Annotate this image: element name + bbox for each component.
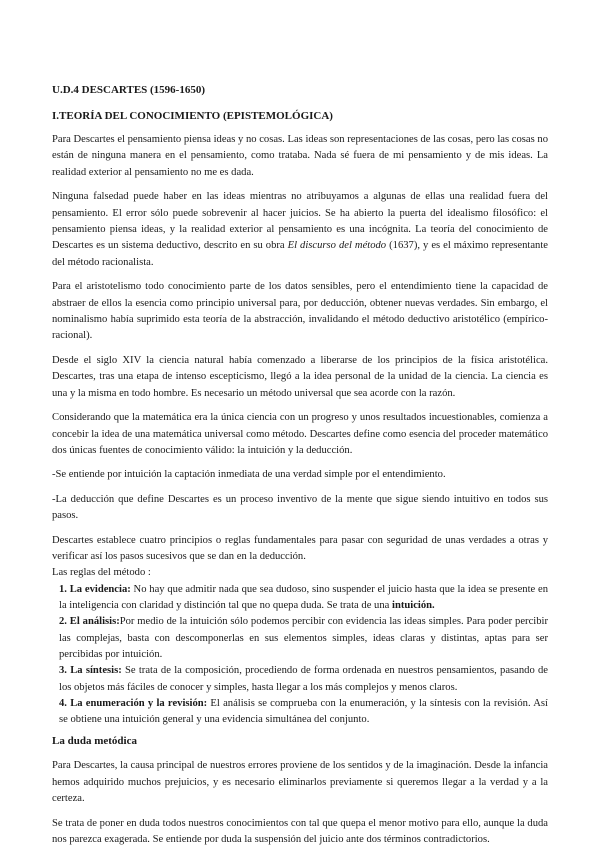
rule-number: 1. xyxy=(59,583,67,595)
paragraph-rules-intro: Descartes establece cuatro principios o reglas fundamentales para pasar con seguridad de unas verdades a otras y verificar así los pasos sucesivos que se dan en la deducción. xyxy=(52,534,548,562)
rule-text: Se trata de la composición, procediendo de forma ordenada en nuestros pensamientos, pasando de los objetos más fáciles de conocer y simples, hasta llegar a los más complejos y menos claros. xyxy=(59,665,548,693)
paragraph-intuition: -Se entiende por intuición la captación inmediata de una verdad simple por el entendimiento. xyxy=(52,469,446,481)
paragraph-doubt: Se trata de poner en duda todos nuestros conocimientos con tal que quepa el menor motivo para ello, aunque la duda nos parezca exagerada. Se entiende por duda la suspensión del juicio ante dos términos contradictorios. xyxy=(52,817,548,846)
paragraph-natural-science: Desde el siglo XIV la ciencia natural había comenzado a liberarse de los principios de la física aristotélica. Descartes, tras una etapa de intenso escepticismo, llegó a la idea personal de la unidad de la ciencia. La ciencia es una y la misma en todo hombre. Es necesario un método universal que sea acorde con la razón. xyxy=(52,354,548,399)
section-heading-methodical-doubt: La duda metódica xyxy=(52,735,137,748)
work-title: El discurso del método xyxy=(287,240,387,252)
rules-list xyxy=(52,582,548,729)
paragraph-idealism xyxy=(52,189,548,271)
rule-head: La enumeración y la revisión: xyxy=(70,697,208,709)
paragraph-aristotelianism: Para el aristotelismo todo conocimiento parte de los datos sensibles, pero el entendimiento tiene la capacidad de abstraer de ellos la esencia como principio universal para, por deducción, obtener nuevas verdades. Sin embargo, el nominalismo había suprimido esta teoría de la abstracción, invalidando el método deductivo aristotélico (empírico-racional). xyxy=(52,281,548,342)
paragraph-mathematics: Considerando que la matemática era la única ciencia con un progreso y unos resultados incuestionables, comienza a concebir la idea de una matemática universal como método. Descartes define como esencia del proceder matemático dos únicas fuentes de conocimiento válido: la intuición y la deducción. xyxy=(52,412,548,456)
rule-head: La evidencia: xyxy=(69,583,131,595)
rule-number: 2. xyxy=(59,616,67,628)
rule-text: El análisis se comprueba con la enumeración, y la síntesis con la revisión. Así se obtiene una intuición general y una evidencia simultánea del conjunto. xyxy=(59,697,548,726)
paragraph-idealism-text-a: Ninguna falsedad puede haber en las ideas mientras no atribuyamos a algunas de ellas una realidad fuera del pensamiento. El error sólo puede sobrevenir al hacer juicios. Se ha abierto la puerta del idealismo filosófico: el pensamiento piensa ideas, y la realidad exterior al pensamiento es una incógnita. La teoría del conocimiento de Descartes es un sistema deductivo, descrito en su obra xyxy=(52,191,548,252)
document-title: U.D.4 DESCARTES (1596-1650) xyxy=(52,84,206,96)
rule-item-enumeration xyxy=(59,696,548,729)
paragraph-deduction: -La deducción que define Descartes es un proceso inventivo de la mente que sigue siendo intuitivo en todos sus pasos. xyxy=(52,493,548,522)
rule-text: Por medio de la intuición sólo podemos percibir con evidencia las ideas simples. Para poder percibir las complejas, basta con descomponerlas en sus elementos simples, ideas claras y distintas, aptas para ser percibidas por intuición. xyxy=(59,616,548,660)
rule-item-analysis xyxy=(59,614,548,663)
rule-text: No hay que admitir nada que sea dudoso, sino suspender el juicio hasta que la idea se presente en la inteligencia con claridad y distinción tal que no quepa duda. Se trata de una xyxy=(59,583,548,612)
rule-number: 4. xyxy=(59,697,67,709)
paragraph-errors: Para Descartes, la causa principal de nuestros errores proviene de los sentidos y de la imaginación. Desde la infancia hemos adquirido muchos prejuicios, y es necesario eliminarlos previamente si queremos llegar a la verdad y a la certeza. xyxy=(52,760,548,805)
rule-number: 3. xyxy=(59,665,67,677)
paragraph-ideas: Para Descartes el pensamiento piensa ideas y no cosas. Las ideas son representaciones de las cosas, pero las cosas no están de ninguna manera en el pensamiento, como trataba. Nada sé fuera de mi pensamiento y de mis ideas. La realidad exterior al pensamiento no me es dada. xyxy=(52,134,548,178)
rules-heading: Las reglas del método : xyxy=(52,567,151,579)
section-heading-epistemology: I.TEORÍA DEL CONOCIMIENTO (EPISTEMOLÓGICA) xyxy=(52,110,333,122)
rule-item-synthesis xyxy=(59,663,548,696)
rule-head: El análisis: xyxy=(69,616,120,628)
rule-tail: intuición. xyxy=(392,600,435,612)
rule-head: La síntesis: xyxy=(70,665,122,677)
paragraph-idealism-text-b: (1637), y es el máximo representante del método racionalista. xyxy=(52,240,548,268)
rule-item-evidence xyxy=(59,582,548,615)
